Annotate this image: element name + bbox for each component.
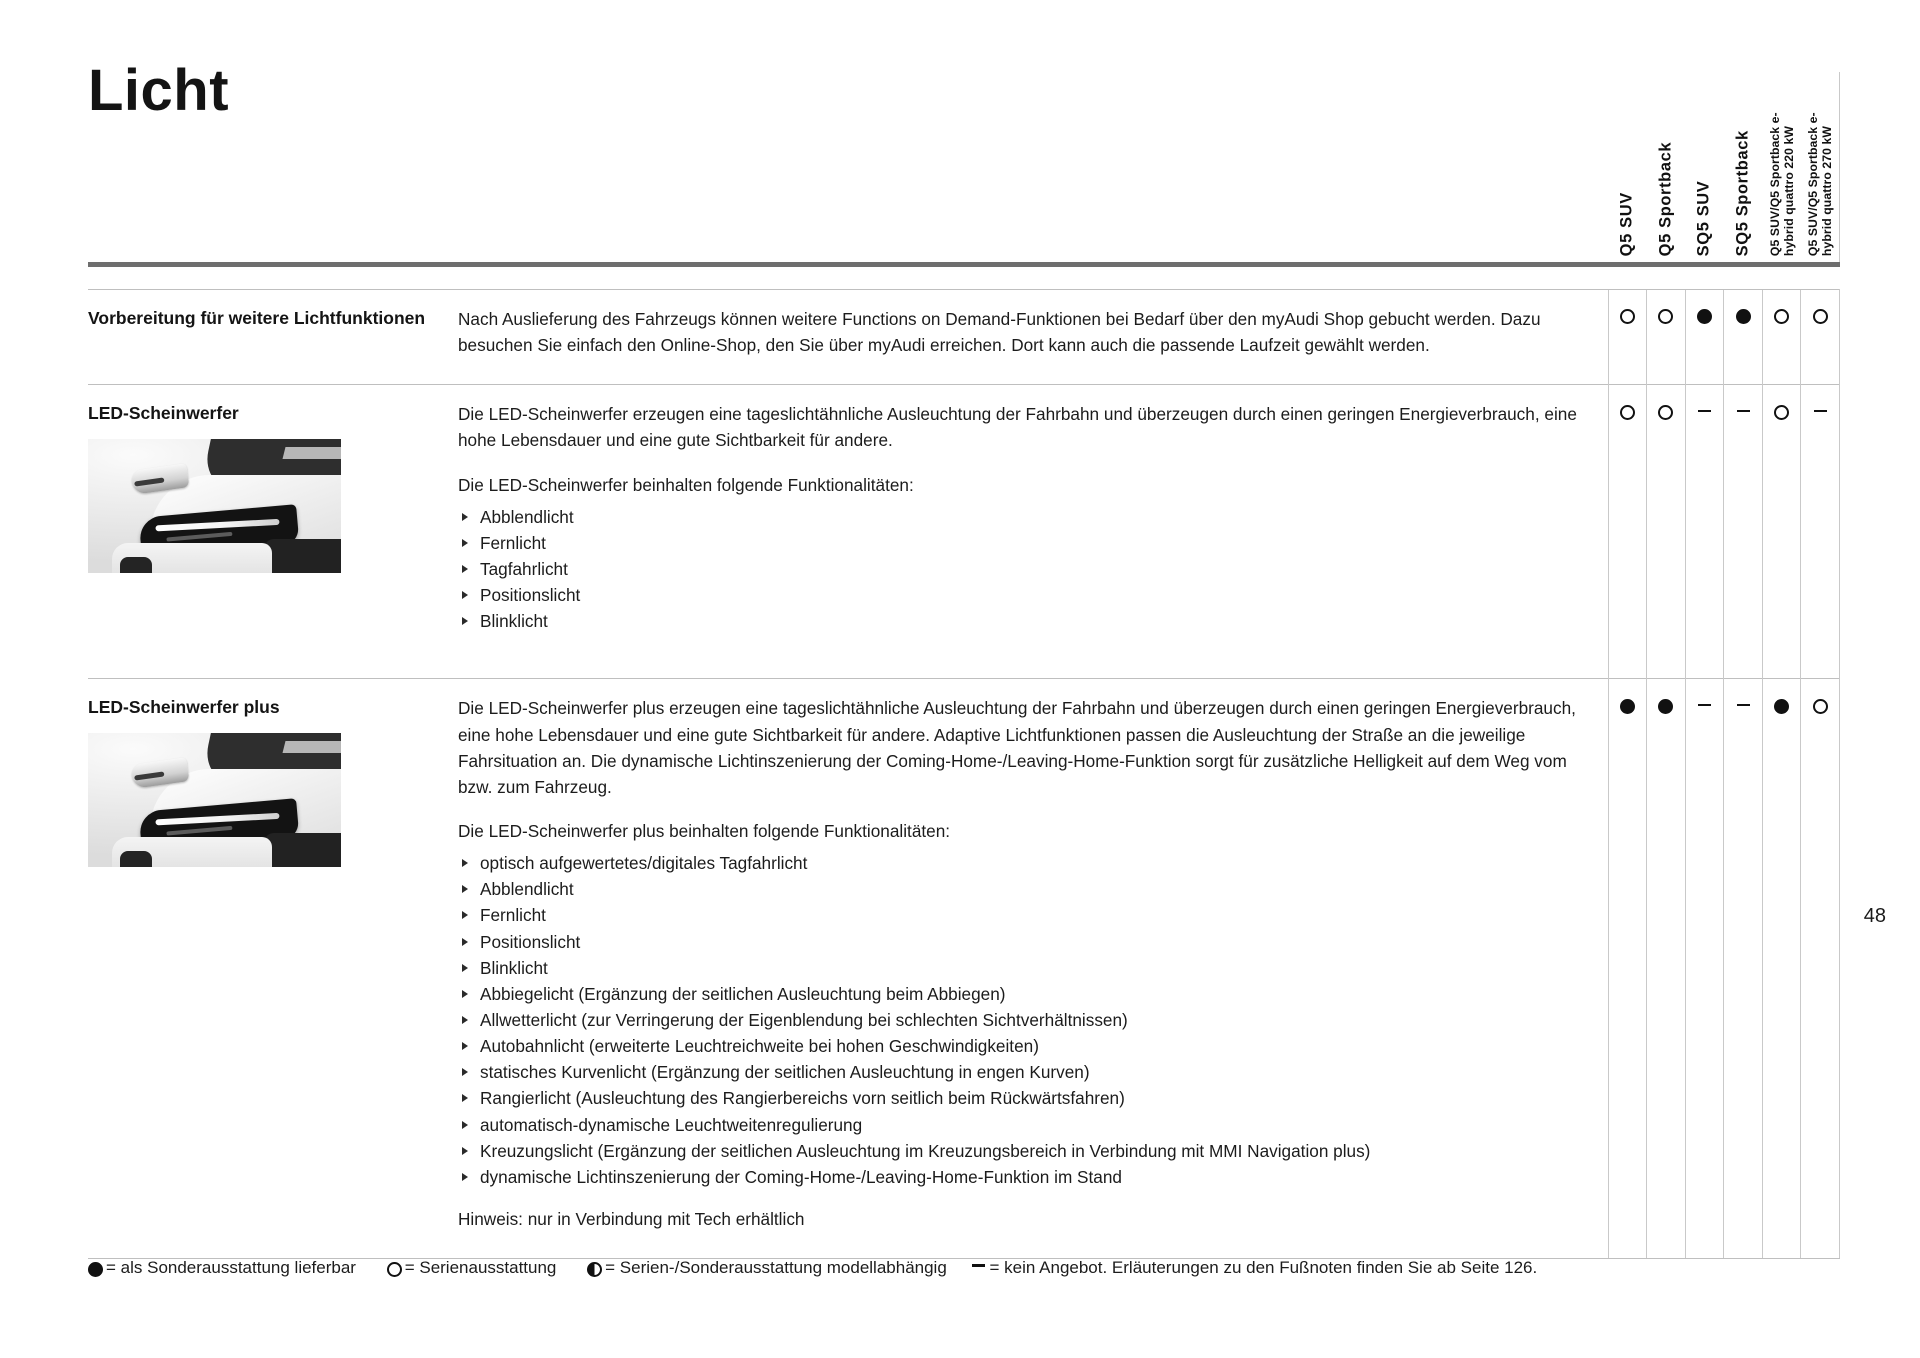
- table-row: [88, 679, 1840, 1259]
- availability-full-icon: [1697, 309, 1712, 324]
- list-item-label: automatisch-dynamische Leuchtweitenregulierung: [480, 1114, 863, 1135]
- bullet-triangle-icon: [462, 938, 468, 946]
- bullet-triangle-icon: [462, 539, 468, 547]
- bullet-triangle-icon: [462, 565, 468, 573]
- list-item-label: Blinklicht: [480, 611, 548, 632]
- list-item-label: Allwetterlicht (zur Verringerung der Eigenblendung bei schlechten Sichtverhältnissen): [480, 1009, 1128, 1030]
- header-rule: [88, 262, 1840, 290]
- row-label: Vorbereitung für weitere Lichtfunktionen: [88, 308, 426, 328]
- bullet-triangle-icon: [462, 1173, 468, 1181]
- list-item-label: Blinklicht: [480, 957, 548, 978]
- header-spacer-label: [88, 72, 458, 262]
- legend-label: = Serienausstattung: [404, 1258, 557, 1277]
- row-paragraph: Die LED-Scheinwerfer erzeugen eine tageslichtähnliche Ausleuchtung der Fahrbahn und überzeugen durch einen geringen Energieverbrauch, eine hohe Lebensdauer und eine gute Sichtbarkeit für andere.: [458, 404, 1577, 451]
- list-item: [458, 1007, 1578, 1033]
- legend-item-optional: [88, 1259, 356, 1276]
- availability-open-icon: [1620, 405, 1635, 420]
- equipment-table: [88, 72, 1840, 1259]
- column-header-q5-suv: [1608, 72, 1647, 262]
- list-item: [458, 850, 1578, 876]
- column-header-label: Q5 SUV/Q5 Sportback e-hybrid quattro 220 kW: [1767, 112, 1796, 256]
- list-item: [458, 929, 1578, 955]
- bullet-triangle-icon: [462, 859, 468, 867]
- list-item-label: statisches Kurvenlicht (Ergänzung der seitlichen Ausleuchtung in engen Kurven): [480, 1062, 1090, 1083]
- column-header-sq5-suv: [1685, 72, 1724, 262]
- availability-none-icon: [1698, 410, 1711, 413]
- list-item: [458, 902, 1578, 928]
- list-item-label: optisch aufgewertetes/digitales Tagfahrlicht: [480, 853, 808, 874]
- list-item: [458, 1033, 1578, 1059]
- list-item-label: Kreuzungslicht (Ergänzung der seitlichen Ausleuchtung im Kreuzungsbereich in Verbindung mit MMI Navigation plus): [480, 1140, 1371, 1161]
- availability-cell: [1685, 290, 1724, 385]
- availability-none-icon: [1814, 410, 1827, 413]
- availability-cell: [1724, 679, 1763, 1259]
- availability-full-icon: [1620, 699, 1635, 714]
- page-number: 48: [1863, 905, 1886, 927]
- feature-list: [458, 504, 1578, 635]
- availability-full-icon: [1774, 699, 1789, 714]
- row-paragraph: Nach Auslieferung des Fahrzeugs können weitere Functions on Demand-Funktionen bei Bedarf über den myAudi Shop gebucht werden. Dazu besuchen Sie einfach den Online-Shop, den Sie über myAudi erreichen. Dort kann auch die passende Laufzeit gewählt werden.: [458, 309, 1541, 356]
- list-item: [458, 530, 1578, 556]
- list-item-label: Positionslicht: [480, 585, 581, 606]
- bullet-triangle-icon: [462, 1042, 468, 1050]
- bullet-triangle-icon: [462, 964, 468, 972]
- availability-open-icon: [1813, 699, 1828, 714]
- bullet-triangle-icon: [462, 911, 468, 919]
- table-row: [88, 385, 1840, 679]
- list-item: [458, 1138, 1578, 1164]
- availability-cell: [1801, 679, 1840, 1259]
- availability-cell: [1685, 679, 1724, 1259]
- list-item: [458, 556, 1578, 582]
- availability-full-icon: [88, 1262, 103, 1277]
- headlight-photo: [88, 733, 341, 867]
- column-header-sq5-sportback: [1724, 72, 1763, 262]
- row-description-cell: [458, 385, 1608, 679]
- header-spacer-desc: [458, 72, 1608, 262]
- list-item: [458, 504, 1578, 530]
- row-list-intro: Die LED-Scheinwerfer beinhalten folgende Funktionalitäten:: [458, 474, 914, 495]
- list-item: [458, 1112, 1578, 1138]
- list-item-label: Rangierlicht (Ausleuchtung des Rangierbereichs vorn seitlich beim Rückwärtsfahren): [480, 1088, 1125, 1109]
- availability-cell: [1762, 679, 1801, 1259]
- row-label: LED-Scheinwerfer: [88, 403, 239, 424]
- row-paragraph: Die LED-Scheinwerfer plus erzeugen eine tageslichtähnliche Ausleuchtung der Fahrbahn und überzeugen durch einen geringen Energieverbrauch, eine hohe Lebensdauer und eine gute Sichtbarkeit für andere. Adaptive Lichtfunktionen passen die Ausleuchtung der Straße an die jeweilige Fahrsituation an. Die dynamische Lichtinszenierung der Coming-Home-/Leaving-Home-Funktion sorgt für zusätzliche Helligkeit auf dem Weg vom bzw. zum Fahrzeug.: [458, 698, 1576, 797]
- legend-label: = kein Angebot. Erläuterungen zu den Fußnoten finden Sie ab Seite 126.: [989, 1258, 1538, 1277]
- availability-cell: [1647, 385, 1686, 679]
- list-item: [458, 1059, 1578, 1085]
- row-label: LED-Scheinwerfer plus: [88, 697, 280, 718]
- list-item-label: Fernlicht: [480, 532, 546, 553]
- availability-cell: [1608, 679, 1647, 1259]
- column-header-label: Q5 SUV: [1617, 191, 1636, 256]
- availability-open-icon: [1620, 309, 1635, 324]
- availability-half-icon: [587, 1262, 602, 1277]
- headlight-photo: [88, 439, 341, 573]
- availability-cell: [1801, 385, 1840, 679]
- list-item: [458, 1085, 1578, 1111]
- availability-cell: [1762, 385, 1801, 679]
- availability-cell: [1685, 385, 1724, 679]
- availability-cell: [1647, 679, 1686, 1259]
- availability-cell: [1608, 290, 1647, 385]
- list-item-label: Positionslicht: [480, 931, 581, 952]
- list-item-label: Abblendlicht: [480, 506, 574, 527]
- list-item: [458, 876, 1578, 902]
- availability-full-icon: [1658, 699, 1673, 714]
- availability-open-icon: [1774, 309, 1789, 324]
- page-title: Licht: [88, 58, 230, 123]
- column-header-label: Q5 Sportback: [1656, 141, 1675, 256]
- list-item: [458, 608, 1578, 634]
- bullet-triangle-icon: [462, 1147, 468, 1155]
- availability-full-icon: [1736, 309, 1751, 324]
- availability-none-icon: [1737, 410, 1750, 413]
- list-item-label: Tagfahrlicht: [480, 558, 568, 579]
- column-header-ehybrid-270: [1801, 72, 1840, 262]
- availability-none-icon: [1737, 704, 1750, 707]
- availability-cell: [1801, 290, 1840, 385]
- list-item-label: Abbiegelicht (Ergänzung der seitlichen Ausleuchtung beim Abbiegen): [480, 983, 1006, 1004]
- list-item-label: Autobahnlicht (erweiterte Leuchtreichweite bei hohen Geschwindigkeiten): [480, 1036, 1039, 1057]
- bullet-triangle-icon: [462, 1094, 468, 1102]
- bullet-triangle-icon: [462, 885, 468, 893]
- legend-item-unavailable: [972, 1259, 1538, 1276]
- column-header-label: SQ5 Sportback: [1733, 129, 1752, 256]
- availability-cell: [1762, 290, 1801, 385]
- availability-open-icon: [1774, 405, 1789, 420]
- legend-label: = als Sonderausstattung lieferbar: [106, 1258, 356, 1277]
- bullet-triangle-icon: [462, 617, 468, 625]
- table-row: [88, 290, 1840, 385]
- list-item: [458, 955, 1578, 981]
- list-item: [458, 1164, 1578, 1190]
- list-item-label: Fernlicht: [480, 905, 546, 926]
- row-label-cell: [88, 290, 458, 385]
- availability-none-icon: [1698, 704, 1711, 707]
- bullet-triangle-icon: [462, 1016, 468, 1024]
- row-label-cell: [88, 385, 458, 679]
- column-header-label: SQ5 SUV: [1694, 180, 1713, 256]
- bullet-triangle-icon: [462, 1121, 468, 1129]
- availability-none-icon: [972, 1264, 985, 1267]
- bullet-triangle-icon: [462, 1068, 468, 1076]
- row-label-cell: [88, 679, 458, 1259]
- table-header-row: [88, 72, 1840, 262]
- bullet-triangle-icon: [462, 513, 468, 521]
- row-description-cell: [458, 679, 1608, 1259]
- list-item-label: dynamische Lichtinszenierung der Coming-Home-/Leaving-Home-Funktion im Stand: [480, 1166, 1122, 1187]
- row-description-cell: [458, 290, 1608, 385]
- bullet-triangle-icon: [462, 591, 468, 599]
- feature-list: [458, 850, 1578, 1190]
- row-list-intro: Die LED-Scheinwerfer plus beinhalten folgende Funktionalitäten:: [458, 820, 951, 841]
- column-header-ehybrid-220: [1762, 72, 1801, 262]
- legend-item-model-dependent: [587, 1259, 947, 1276]
- legend: [88, 1259, 1563, 1276]
- availability-open-icon: [1658, 405, 1673, 420]
- header-rule-row: [88, 262, 1840, 290]
- list-item-label: Abblendlicht: [480, 879, 574, 900]
- column-header-label: Q5 SUV/Q5 Sportback e-hybrid quattro 270 kW: [1806, 112, 1835, 256]
- list-item: [458, 582, 1578, 608]
- availability-cell: [1724, 290, 1763, 385]
- availability-cell: [1608, 385, 1647, 679]
- bullet-triangle-icon: [462, 990, 468, 998]
- availability-open-icon: [1813, 309, 1828, 324]
- list-item: [458, 981, 1578, 1007]
- availability-open-icon: [387, 1262, 402, 1277]
- availability-cell: [1647, 290, 1686, 385]
- legend-item-standard: [387, 1259, 557, 1276]
- row-note: Hinweis: nur in Verbindung mit Tech erhältlich: [458, 1208, 805, 1229]
- column-header-q5-sportback: [1647, 72, 1686, 262]
- availability-open-icon: [1658, 309, 1673, 324]
- legend-label: = Serien-/Sonderausstattung modellabhängig: [605, 1258, 947, 1277]
- availability-cell: [1724, 385, 1763, 679]
